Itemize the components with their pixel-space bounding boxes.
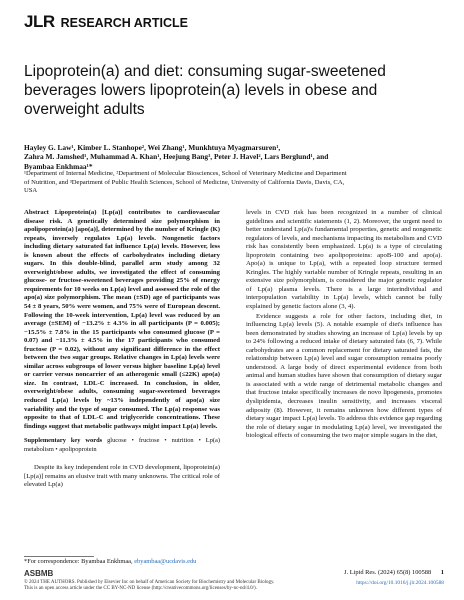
abstract-text: Lipoprotein(a) [Lp(a)] contributes to cardiovascular disease risk. A genetically determined size polymorphism in apolipoprotein(a) [apo(a)], determined by the number of Kringle (K) repeats, inversely regulates Lp(a) levels. Nongenetic factors including dietary saturated fat influence Lp(a) levels. However, less is known about the effects of carbohydrates including dietary sugars. In this double-blind, parallel arm study among 32 overweight/obese adults, we investigated the effect of consuming glucose- or fructose-sweetened beverages providing 25% of energy requirements for 10 weeks on Lp(a) level and assessed the role of the apo(a) size polymorphism. The mean (±SD) age of participants was 54 ± 8 years, 50% were women, and 75% were of European descent. Following the 10-week intervention, Lp(a) level was reduced by an average (±SEM) of −13.2% ± 4.3% in all participants (P = 0.005); −15.5% ± 7.8% in the 15 participants who consumed glucose (P = 0.07) and −11.3% ± 4.5% in the 17 participants who consumed fructose (P = 0.02), without any significant difference in the effect between the two sugar groups. Relative changes in Lp(a) levels were similar across subgroups of lower versus higher baseline Lp(a) level or carrier versus noncarrier of an atherogenic small (≤22K) apo(a) size. In contrast, LDL-C increased. In conclusion, in older, overweight/obese adults, consuming sugar-sweetened beverages reduced Lp(a) levels by ~13% independently of apo(a) size variability and the type of sugar consumed. The Lp(a) response was opposite to that of LDL-C and triglyceride concentrations. These findings suggest that metabolic pathways might impact Lp(a) levels.	[24, 209, 220, 430]
article-title: Lipoprotein(a) and diet: consuming sugar-sweetened beverages lowers lipoprotein(a) levels in obese and overweight adults	[24, 63, 386, 118]
doi-link[interactable]: https://doi.org/10.1016/j.jlr.2024.100588	[356, 580, 444, 586]
journal-header	[24, 12, 188, 32]
intro-paragraph: Despite its key independent role in CVD development, lipoprotein(a) [Lp(a)] remains an elusive trait with many unknowns. The critical role of elevated Lp(a)	[24, 464, 220, 489]
page-number: 1	[440, 569, 444, 576]
correspondence-footnote	[24, 558, 196, 565]
abstract	[24, 209, 220, 431]
journal-reference: J. Lipid Res. (2024) 65(8) 100588	[344, 569, 432, 576]
author-line: Hayley G. Law¹, Kimber L. Stanhope², Wei Zhang¹, Munkhtuya Myagmarsuren¹,	[24, 143, 281, 152]
copyright-line: © 2024 THE AUTHORS. Published by Elsevier Inc on behalf of American Society for Biochemistry and Molecular Biology.	[24, 580, 275, 585]
journal-logo: JLR	[24, 12, 55, 31]
keywords	[24, 437, 220, 454]
correspondence-email-link[interactable]: ebyambaa@ucdavis.edu	[134, 558, 197, 565]
footnote-label: *For correspondence: Byambaa Enkhmaa,	[24, 558, 133, 565]
affiliations	[24, 170, 444, 196]
footnote-divider	[24, 556, 94, 557]
keywords-label: Supplementary key words	[24, 437, 103, 445]
author-line: Byambaa Enkhmaa¹*	[24, 161, 93, 171]
keywords-text: glucose • fructose • nutrition • Lp(a) metabolism • apolipoprotein	[24, 437, 220, 453]
affiliation-line: of Nutrition, and ³Department of Public Health Sciences, School of Medicine, University of California Davis, Davis, CA,	[24, 178, 345, 186]
article-type-label: RESEARCH ARTICLE	[60, 16, 188, 30]
abstract-heading: Abstract	[24, 209, 49, 216]
publisher-logo: ASBMB	[24, 569, 54, 578]
affiliation-line: ¹Department of Internal Medicine, ²Department of Molecular Biosciences, School of Veterinary Medicine and Department	[24, 170, 347, 177]
right-column	[246, 209, 442, 441]
journal-citation	[344, 569, 444, 576]
body-paragraph: levels in CVD risk has been recognized in a number of clinical guidelines and scientific statements (1, 2). Moreover, the urgent need to better understand Lp(a)'s fundamental properties, genetic and nongenetic regulators of levels, and mechanisms impacting its metabolism and CVD risk has consistently been emphasized. Lp(a) is a type of circulating lipoprotein containing two apolipoproteins: apoB-100 and apo(a). Apo(a) is unique to Lp(a), with a repeated loop structure termed Kringles. The highly variable number of Kringle repeats, resulting in an extensive size polymorphism, is considered the major genetic regulator of Lp(a) plasma levels. There is a large interindividual and interpopulation variability in Lp(a) levels, which cannot be fully explained by genetic factors alone (3, 4).	[246, 209, 442, 311]
body-paragraph: Evidence suggests a role for other factors, including diet, in influencing Lp(a) levels (5). A notable example of diet's influence has been demonstrated by studies showing an increase of Lp(a) levels by up to 24% following a reduced intake of dietary saturated fats (6, 7). While carbohydrates are a common replacement for dietary saturated fats, the relationship between Lp(a) level and sugar consumption remains poorly understood. A large body of direct experimental evidence from both animal and human studies have shown that consumption of dietary sugar is associated with a wide range of detrimental metabolic changes and that fructose intake specifically increases de novo lipogenesis, promotes dyslipidemia, decreases insulin sensitivity, and increases visceral adiposity (8). However, it remains unknown how different types of dietary sugar impact Lp(a) levels. To address this evidence gap regarding the role of dietary sugar in modulating Lp(a) level, we investigated the biological effects of consuming the two major simple sugars in the diet,	[246, 312, 442, 440]
left-column	[24, 209, 220, 490]
copyright-line: This is an open access article under the CC BY-NC-ND license (http://creativecommons.org/licenses/by-nc-nd/4.0/).	[24, 586, 257, 592]
author-line: Zahra M. Jamshed¹, Muhammad A. Khan¹, Heejung Bang³, Peter J. Havel², Lars Berglund¹, and	[24, 152, 329, 162]
affiliation-line: USA	[24, 187, 38, 195]
author-list	[24, 143, 444, 171]
